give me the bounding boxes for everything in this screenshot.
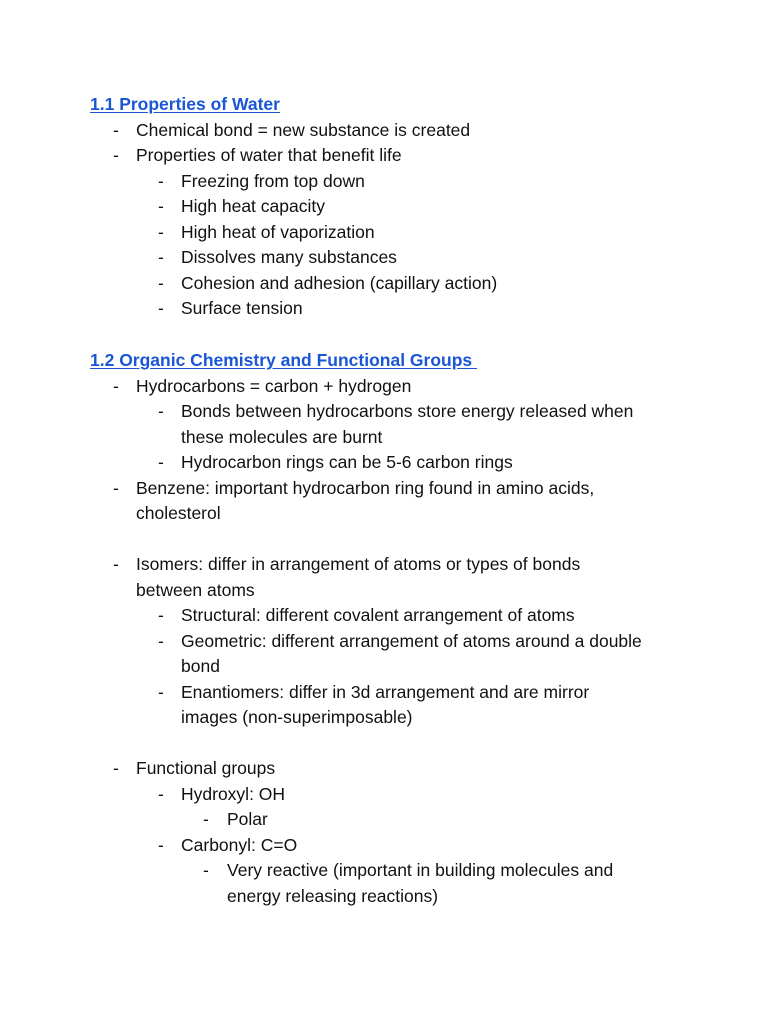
list-item-text: Cohesion and adhesion (capillary action) bbox=[181, 272, 498, 293]
list-item-continuation: between atoms bbox=[136, 579, 255, 600]
bullet-dash: - bbox=[158, 170, 164, 191]
bullet-dash: - bbox=[113, 758, 119, 778]
list-item-text: Enantiomers: differ in 3d arrangement and are mirror bbox=[181, 681, 590, 702]
bullet-dash: - bbox=[158, 605, 164, 625]
list-item-text: Geometric: different arrangement of atoms around a double bbox=[181, 630, 642, 651]
list-item-text: Functional groups bbox=[136, 758, 276, 778]
bullet-dash: - bbox=[158, 834, 164, 855]
list-item-continuation: cholesterol bbox=[136, 503, 221, 523]
list-item-continuation: these molecules are burnt bbox=[181, 426, 383, 447]
bullet-dash: - bbox=[158, 783, 164, 804]
list-item-text: Polar bbox=[227, 809, 268, 829]
bullet-dash: - bbox=[113, 375, 119, 396]
bullet-dash: - bbox=[158, 247, 164, 267]
list-item-text: Structural: different covalent arrangement of atoms bbox=[181, 605, 575, 625]
bullet-dash: - bbox=[158, 221, 164, 242]
list-item-text: Freezing from top down bbox=[181, 170, 365, 191]
bullet-dash: - bbox=[158, 452, 164, 472]
list-item-text: Very reactive (important in building molecules and bbox=[227, 860, 614, 880]
bullet-dash: - bbox=[158, 298, 164, 318]
list-item-text: Benzene: important hydrocarbon ring found in amino acids, bbox=[136, 477, 595, 498]
bullet-dash: - bbox=[158, 681, 164, 702]
list-item-text: Hydrocarbon rings can be 5-6 carbon rings bbox=[181, 452, 513, 472]
list-item-text: Dissolves many substances bbox=[181, 247, 397, 267]
bullet-dash: - bbox=[113, 145, 119, 165]
list-item-text: Bonds between hydrocarbons store energy released when bbox=[181, 401, 634, 421]
list-item-text: High heat of vaporization bbox=[181, 221, 375, 242]
section-heading-2: 1.2 Organic Chemistry and Functional Groups bbox=[90, 350, 478, 370]
list-item-text: Surface tension bbox=[181, 298, 303, 318]
section-heading-1: 1.1 Properties of Water bbox=[90, 94, 280, 114]
list-item-continuation: images (non-superimposable) bbox=[181, 707, 413, 727]
list-item-text: Properties of water that benefit life bbox=[136, 145, 402, 165]
bullet-dash: - bbox=[203, 860, 209, 880]
list-item-continuation: bond bbox=[181, 656, 220, 676]
bullet-dash: - bbox=[158, 272, 164, 293]
list-item-text: Carbonyl: C=O bbox=[181, 834, 298, 855]
bullet-dash: - bbox=[158, 196, 164, 216]
bullet-dash: - bbox=[113, 477, 119, 498]
list-item-text: Isomers: differ in arrangement of atoms or types of bonds bbox=[136, 554, 581, 574]
bullet-dash: - bbox=[113, 119, 119, 140]
list-item-continuation: energy releasing reactions) bbox=[227, 885, 439, 906]
bullet-dash: - bbox=[203, 809, 209, 829]
list-item-text: Hydroxyl: OH bbox=[181, 783, 286, 804]
bullet-dash: - bbox=[113, 554, 119, 574]
bullet-dash: - bbox=[158, 401, 164, 421]
bullet-dash: - bbox=[158, 630, 164, 651]
list-item-text: High heat capacity bbox=[181, 196, 325, 216]
list-item-text: Chemical bond = new substance is created bbox=[136, 119, 471, 140]
list-item-text: Hydrocarbons = carbon + hydrogen bbox=[136, 375, 412, 396]
